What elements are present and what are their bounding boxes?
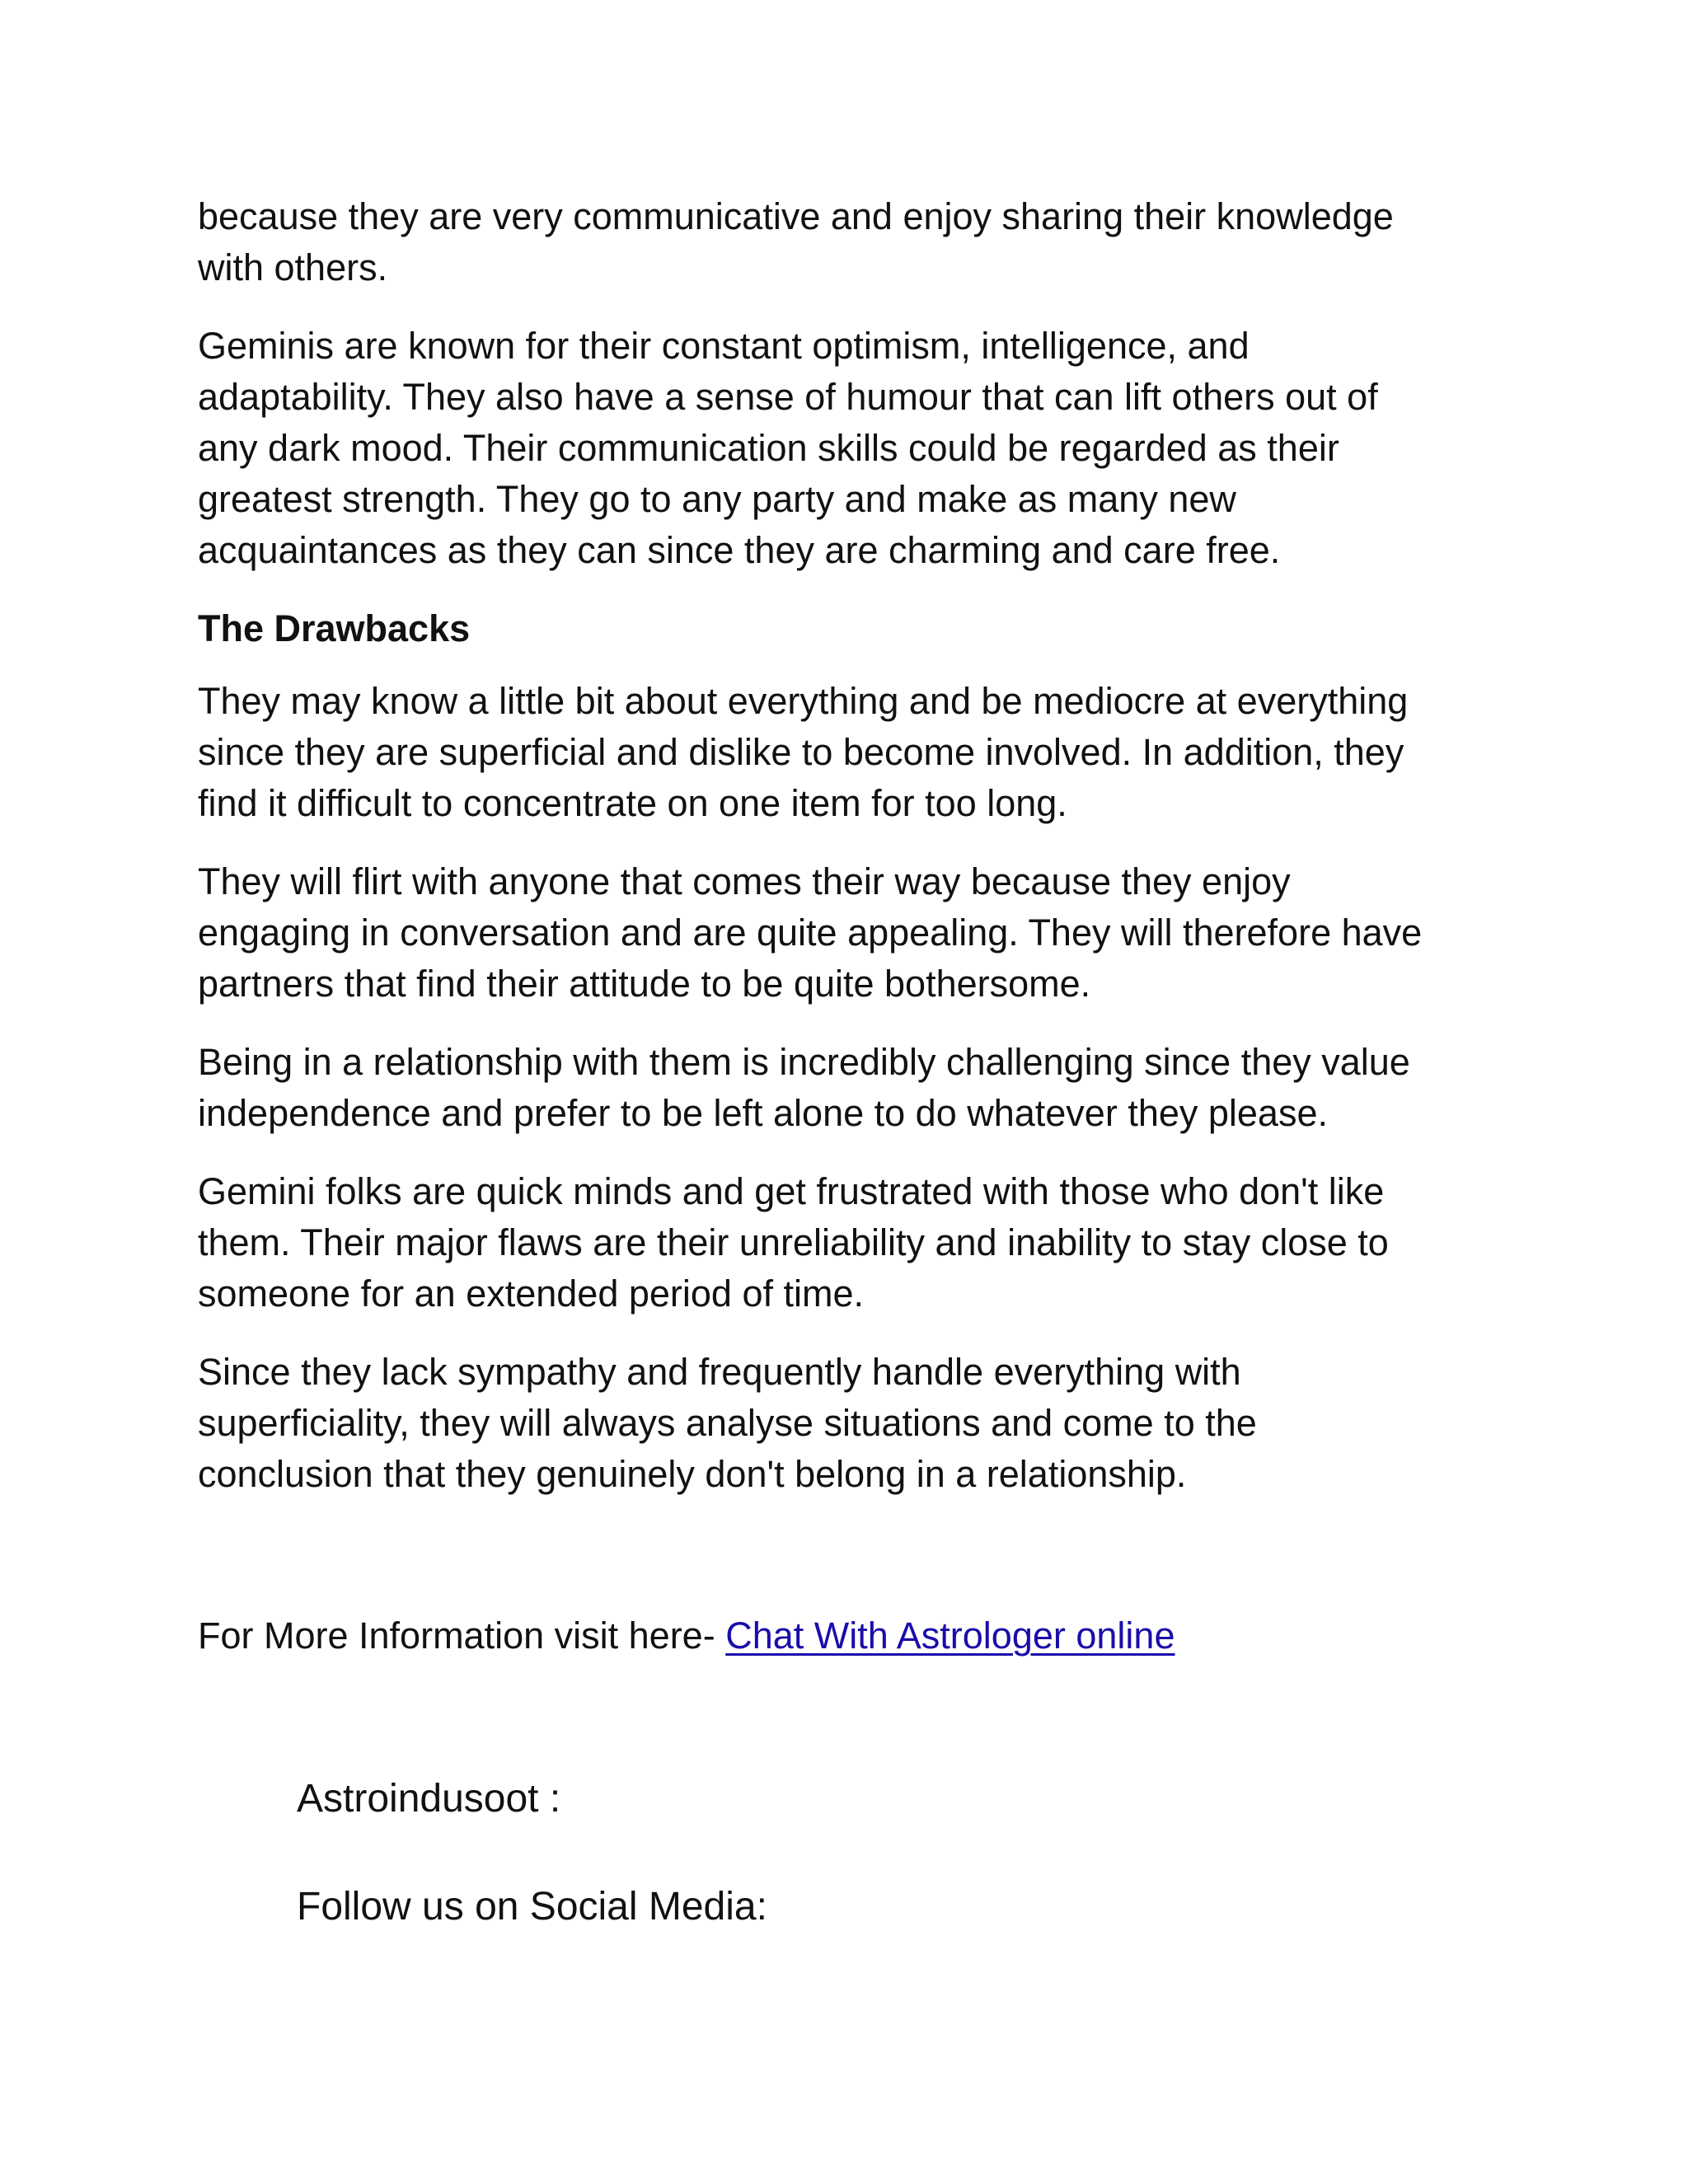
- text-line: acquaintances as they can since they are charming and care free.: [198, 529, 1281, 571]
- drawbacks-paragraph: [198, 856, 1484, 1010]
- text-line: conclusion that they genuinely don't belong in a relationship.: [198, 1453, 1187, 1495]
- text-line: adaptability. They also have a sense of humour that can lift others out of: [198, 376, 1378, 418]
- text-line: any dark mood. Their communication skills could be regarded as their: [198, 427, 1339, 469]
- chat-with-astrologer-link[interactable]: Chat With Astrologer online: [725, 1615, 1175, 1657]
- strengths-paragraph: [198, 321, 1484, 576]
- follow-social-label: Follow us on Social Media:: [297, 1885, 767, 1929]
- text-line: since they are superficial and dislike to become involved. In addition, they: [198, 731, 1404, 773]
- text-line: partners that find their attitude to be quite bothersome.: [198, 963, 1091, 1005]
- text-line: They may know a little bit about everything and be mediocre at everything: [198, 680, 1409, 722]
- drawbacks-paragraph: [198, 676, 1484, 829]
- text-line: superficiality, they will always analyse situations and come to the: [198, 1402, 1257, 1444]
- text-line: Geminis are known for their constant optimism, intelligence, and: [198, 325, 1250, 367]
- more-info-prefix: For More Information visit here-: [198, 1615, 726, 1657]
- brand-label: Astroindusoot :: [297, 1777, 561, 1821]
- text-line: greatest strength. They go to any party and make as many new: [198, 478, 1236, 520]
- text-line: them. Their major flaws are their unreliability and inability to stay close to: [198, 1221, 1389, 1263]
- drawbacks-paragraph: [198, 1166, 1484, 1319]
- text-line: because they are very communicative and enjoy sharing their knowledge: [198, 195, 1394, 237]
- text-line: Gemini folks are quick minds and get frustrated with those who don't like: [198, 1170, 1385, 1212]
- text-line: Being in a relationship with them is incredibly challenging since they value: [198, 1041, 1410, 1083]
- drawbacks-paragraph: [198, 1037, 1484, 1139]
- text-line: Since they lack sympathy and frequently handle everything with: [198, 1351, 1241, 1393]
- document-body: [198, 191, 1484, 1527]
- text-line: They will flirt with anyone that comes their way because they enjoy: [198, 860, 1291, 902]
- text-line: engaging in conversation and are quite appealing. They will therefore have: [198, 912, 1423, 954]
- text-line: independence and prefer to be left alone to do whatever they please.: [198, 1092, 1328, 1134]
- drawbacks-paragraph: [198, 1347, 1484, 1500]
- text-line: with others.: [198, 246, 388, 288]
- intro-paragraph: [198, 191, 1484, 293]
- text-line: find it difficult to concentrate on one item for too long.: [198, 782, 1067, 824]
- text-line: someone for an extended period of time.: [198, 1272, 865, 1315]
- more-info-line: [198, 1610, 1175, 1661]
- drawbacks-heading: The Drawbacks: [198, 607, 471, 649]
